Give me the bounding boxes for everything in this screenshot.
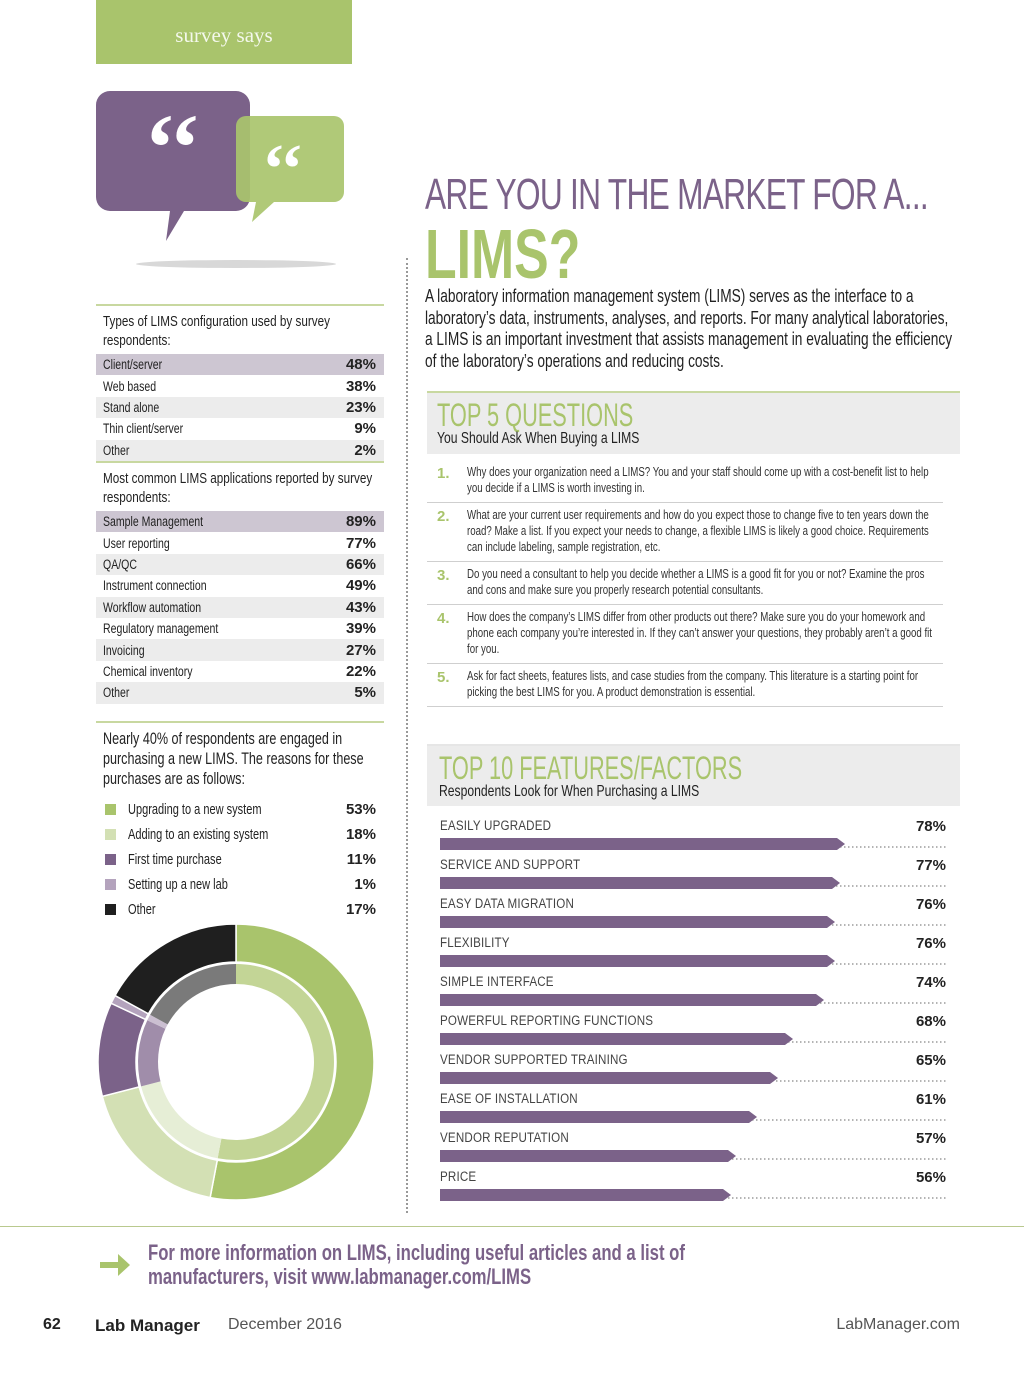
config-row-value: 48% <box>345 356 376 374</box>
table-row <box>96 511 384 532</box>
legend-swatch <box>105 804 116 815</box>
feature-bar-track <box>440 954 946 968</box>
config-row-value: 2% <box>354 441 376 459</box>
app-row-value: 22% <box>345 662 376 680</box>
table-row <box>96 661 384 682</box>
reason-label: Upgrading to a new system <box>128 801 262 818</box>
app-row-value: 39% <box>345 620 376 638</box>
question-number: 3. <box>437 567 450 584</box>
question-number: 1. <box>437 465 450 482</box>
table-row <box>96 639 384 660</box>
reason-value: 11% <box>346 851 376 868</box>
feature-row <box>440 1163 946 1202</box>
more-info-link[interactable]: For more information on LIMS, including useful articles and a list of manufacturers, visit www.labmanager.com/LIMS <box>148 1240 685 1289</box>
table-row <box>96 397 384 418</box>
feature-value: 68% <box>915 1013 946 1030</box>
feature-label: EASY DATA MIGRATION <box>440 896 575 911</box>
feature-label: PRICE <box>440 1169 477 1184</box>
question-number: 2. <box>437 508 450 525</box>
features-panel <box>427 744 960 806</box>
question-item <box>427 664 943 707</box>
headline-line-1: ARE YOU IN THE MARKET FOR A... <box>425 170 928 219</box>
feature-label: SIMPLE INTERFACE <box>440 974 554 989</box>
question-item <box>427 605 943 664</box>
config-table-heading: Types of LIMS configuration used by survey respondents: <box>96 304 384 354</box>
config-row-value: 9% <box>354 420 376 438</box>
config-row-label: Other <box>103 442 130 458</box>
feature-label: VENDOR SUPPORTED TRAINING <box>440 1052 628 1067</box>
app-row-label: User reporting <box>103 535 170 551</box>
feature-bar <box>440 838 845 850</box>
feature-bar-track <box>440 993 946 1007</box>
feature-row <box>440 1085 946 1124</box>
feature-value: 61% <box>915 1091 946 1108</box>
reasons-heading: Nearly 40% of respondents are engaged in purchasing a new LIMS. The reasons for these purchases are as follows: <box>103 729 364 788</box>
config-row-label: Thin client/server <box>103 421 184 437</box>
list-item <box>96 872 384 897</box>
feature-bar <box>440 1150 736 1162</box>
legend-swatch <box>105 829 116 840</box>
app-row-label: Regulatory management <box>103 621 219 637</box>
intro-paragraph: A laboratory information management system (LIMS) serves as the interface to a laboratory’s data, instruments, analyses, and reports. For many analytical laboratories, a LIMS is an important investment that assists management in evaluating the efficiency of the laboratory’s operations and reducing costs. <box>425 285 953 371</box>
feature-bar <box>440 1072 778 1084</box>
table-row <box>96 682 384 703</box>
app-row-label: Chemical inventory <box>103 663 193 679</box>
question-item <box>427 460 943 503</box>
question-text-span: How does the company’s LIMS differ from other products out there? Make sure you do your homework and phone each company you’re interested in. If they can’t answer your questions, they probably aren’t a good fit for you. <box>467 609 933 656</box>
feature-value: 57% <box>915 1130 946 1147</box>
feature-bar-track <box>440 915 946 929</box>
website-label[interactable]: LabManager.com <box>836 1316 960 1333</box>
questions-panel <box>427 391 960 454</box>
feature-label: SERVICE AND SUPPORT <box>440 857 581 872</box>
reason-value: 18% <box>345 826 376 843</box>
app-row-value: 27% <box>345 641 376 659</box>
feature-bar <box>440 1189 731 1201</box>
question-text-span: Do you need a consultant to help you decide whether a LIMS is a good fit for you or not? Examine the pros and cons and make sure you properly research potential consultants. <box>467 566 925 597</box>
app-row-label: Invoicing <box>103 642 145 658</box>
feature-row <box>440 851 946 890</box>
config-row-value: 23% <box>345 398 376 416</box>
issue-date: December 2016 <box>228 1316 342 1333</box>
list-item <box>96 797 384 822</box>
app-row-label: QA/QC <box>103 556 137 572</box>
feature-bar-track <box>440 1032 946 1046</box>
feature-label: EASE OF INSTALLATION <box>440 1091 578 1106</box>
app-row-label: Workflow automation <box>103 599 202 615</box>
questions-title: TOP 5 QUESTIONS <box>437 397 634 433</box>
table-row <box>96 575 384 596</box>
feature-value: 77% <box>915 857 946 874</box>
feature-value: 78% <box>915 818 946 835</box>
feature-label: FLEXIBILITY <box>440 935 510 950</box>
feature-value: 76% <box>915 935 946 952</box>
reason-label: Other <box>128 901 156 918</box>
feature-label: POWERFUL REPORTING FUNCTIONS <box>440 1013 654 1028</box>
list-item <box>96 822 384 847</box>
reason-value: 1% <box>354 876 376 893</box>
feature-bar <box>440 877 840 889</box>
question-text <box>467 464 943 496</box>
arrow-right-icon <box>100 1252 132 1278</box>
feature-row <box>440 1007 946 1046</box>
svg-text:‘‘: ‘‘ <box>262 131 304 208</box>
feature-bar <box>440 994 824 1006</box>
donut-slice <box>98 1003 146 1096</box>
config-row-value: 38% <box>345 377 376 395</box>
feature-bar-track <box>440 837 946 851</box>
questions-list <box>427 460 943 707</box>
reason-value: 17% <box>345 901 376 918</box>
question-text-span: Ask for fact sheets, features lists, and case studies from the company. This literature is a starting point for picking the best LIMS for you. A product demonstration is essential. <box>467 668 919 699</box>
feature-label: VENDOR REPUTATION <box>440 1130 569 1145</box>
question-text <box>467 566 943 598</box>
page-number: 62 <box>43 1316 61 1333</box>
feature-row <box>440 968 946 1007</box>
app-row-value: 49% <box>345 577 376 595</box>
reason-value: 53% <box>345 801 376 818</box>
legend-swatch <box>105 879 116 890</box>
feature-bar-track <box>440 1071 946 1085</box>
table-row <box>96 532 384 553</box>
app-row-label: Instrument connection <box>103 578 207 594</box>
features-title: TOP 10 FEATURES/FACTORS <box>439 750 743 786</box>
question-number: 4. <box>437 610 450 627</box>
reasons-list <box>96 721 384 922</box>
question-text <box>467 609 943 657</box>
feature-value: 56% <box>915 1169 946 1186</box>
question-text <box>467 668 943 700</box>
app-row-label: Sample Management <box>103 514 204 530</box>
reason-label: Setting up a new lab <box>128 876 228 893</box>
question-item <box>427 562 943 605</box>
question-number: 5. <box>437 669 450 686</box>
table-row <box>96 554 384 575</box>
table-row <box>96 375 384 396</box>
table-row <box>96 597 384 618</box>
app-row-label: Other <box>103 685 130 701</box>
question-text-span: What are your current user requirements and how do you expect those to change five to ten years down the road? Make a list. If you expect your needs to change, a flexible LIMS is likely a good choice. Requirements can include labeling, sample registration, etc. <box>467 507 929 554</box>
legend-swatch <box>105 854 116 865</box>
legend-swatch <box>105 904 116 915</box>
config-row-label: Client/server <box>103 357 163 373</box>
feature-bar <box>440 916 835 928</box>
question-text-span: Why does your organization need a LIMS? You and your staff should come up with a cost-benefit list to help you decide if a LIMS is worth investing in. <box>467 464 929 495</box>
config-row-label: Web based <box>103 378 157 394</box>
table-row <box>96 618 384 639</box>
feature-bar <box>440 1033 793 1045</box>
feature-row <box>440 1046 946 1085</box>
app-row-value: 66% <box>345 555 376 573</box>
table-row <box>96 418 384 439</box>
questions-subtitle: You Should Ask When Buying a LIMS <box>437 430 640 447</box>
feature-value: 76% <box>915 896 946 913</box>
speech-bubbles-icon <box>96 88 352 273</box>
feature-bar-track <box>440 1149 946 1163</box>
app-row-value: 43% <box>345 598 376 616</box>
feature-value: 74% <box>915 974 946 991</box>
column-divider <box>406 258 408 1213</box>
feature-bar <box>440 955 835 967</box>
feature-bar-track <box>440 1188 946 1202</box>
feature-row <box>440 812 946 851</box>
app-row-value: 89% <box>345 513 376 531</box>
feature-bar-track <box>440 876 946 890</box>
feature-label: EASILY UPGRADED <box>440 818 552 833</box>
purchase-reasons-donut-chart <box>96 922 376 1202</box>
app-row-value: 5% <box>354 684 376 702</box>
headline-line-2: LIMS? <box>425 215 581 293</box>
features-bar-list <box>440 812 946 1202</box>
feature-value: 65% <box>915 1052 946 1069</box>
table-row <box>96 440 384 461</box>
apps-table-heading: Most common LIMS applications reported by survey respondents: <box>96 461 384 511</box>
feature-row <box>440 1124 946 1163</box>
feature-bar <box>440 1111 757 1123</box>
reason-label: Adding to an existing system <box>128 826 269 843</box>
table-row <box>96 354 384 375</box>
question-item <box>427 503 943 562</box>
app-row-value: 77% <box>345 534 376 552</box>
feature-row <box>440 890 946 929</box>
magazine-name: Lab Manager <box>95 1316 200 1335</box>
apps-table <box>96 461 384 704</box>
reason-label: First time purchase <box>128 851 222 868</box>
feature-bar-track <box>440 1110 946 1124</box>
config-table <box>96 304 384 461</box>
section-tab: survey says <box>96 0 352 64</box>
footer-rule <box>0 1226 1024 1227</box>
donut-inner-ring-slice <box>138 1020 165 1086</box>
feature-row <box>440 929 946 968</box>
config-row-label: Stand alone <box>103 399 160 415</box>
list-item <box>96 897 384 922</box>
question-text <box>467 507 943 555</box>
list-item <box>96 847 384 872</box>
features-subtitle: Respondents Look for When Purchasing a LIMS <box>439 783 700 800</box>
svg-text:‘‘: ‘‘ <box>144 94 201 201</box>
